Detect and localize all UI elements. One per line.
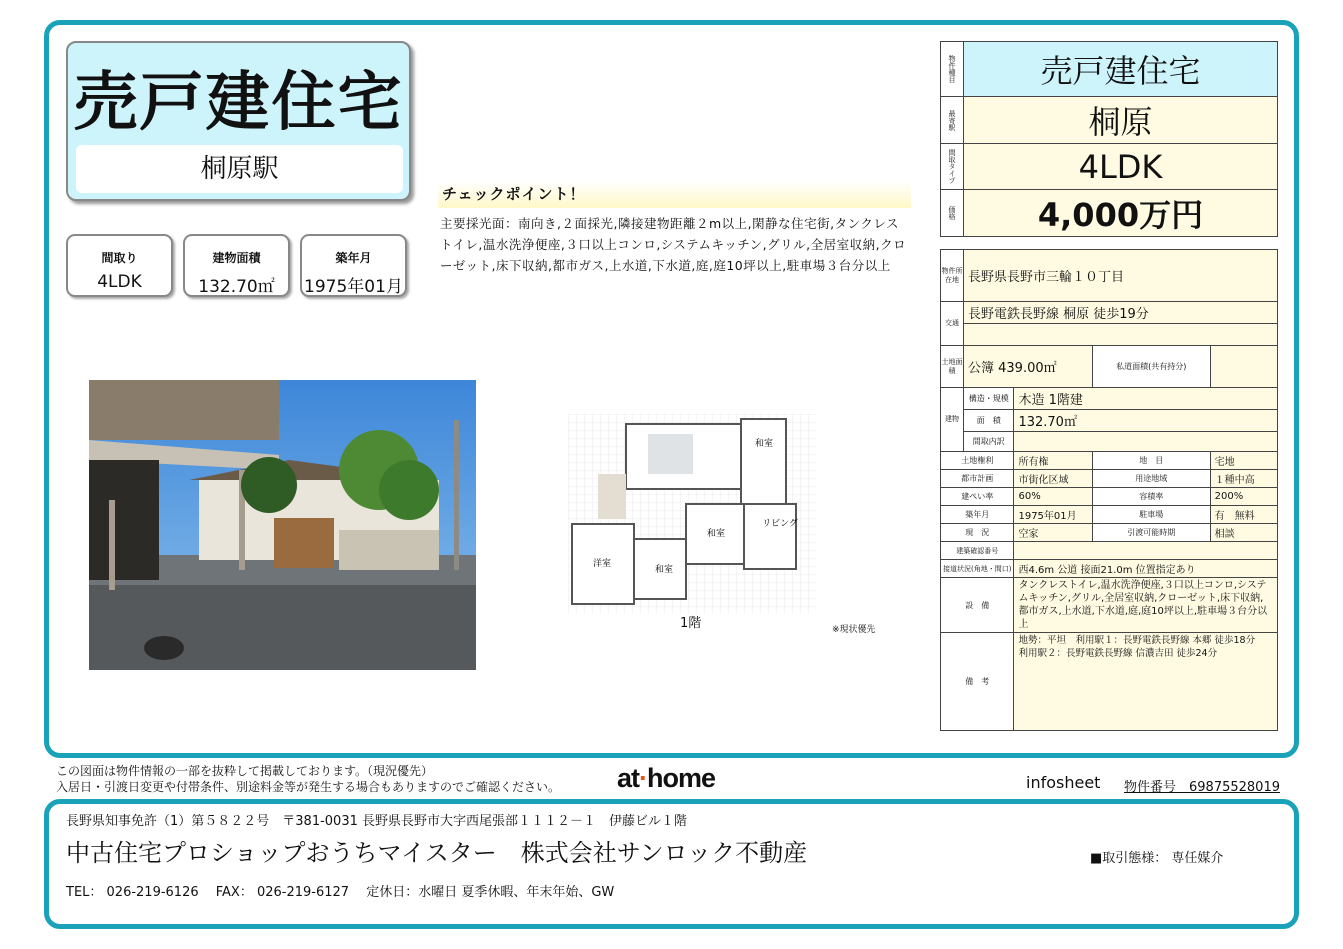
detail-rights: 所有権 — [1014, 452, 1093, 470]
logo-part: home — [647, 763, 716, 793]
disclaimer — [56, 763, 560, 795]
stat-label: 築年月 — [335, 251, 372, 265]
floor-note: ※現状優先 — [832, 625, 876, 635]
detail-label: 土地権利 — [941, 452, 1014, 470]
room-label: リビング — [762, 519, 798, 529]
title-box — [66, 41, 411, 201]
detail-label: 容積率 — [1092, 488, 1210, 506]
logo-part: at — [617, 763, 640, 793]
property-number: 物件番号 69875528019 — [1124, 780, 1280, 795]
detail-label: 土地面積 — [941, 346, 964, 388]
detail-label: 面 積 — [964, 410, 1014, 432]
summary-label: 物件種目 — [941, 42, 964, 97]
detail-zoning: １種中高 — [1210, 470, 1277, 488]
floor-caption: 1階 — [680, 616, 702, 631]
checkpoint-text: 主要採光面：南向き,２面採光,隣接建物距離２m以上,閑静な住宅街,タンクレストイレ,温水洗浄便座,３口以上コンロ,システムキッチン,グリル,全居室収納,クローゼット,床下収納,都市ガス,上水道,下水道,庭,庭10坪以上,駐車場３台分以上 — [440, 216, 907, 273]
detail-label: 設 備 — [941, 578, 1014, 633]
details-table — [940, 249, 1278, 731]
footer-deal-type: ■取引態様： 専任媒介 — [1090, 851, 1224, 866]
detail-city-plan: 市街化区域 — [1014, 470, 1093, 488]
stat-value: 4LDK — [97, 272, 142, 292]
logo-dot: · — [639, 763, 648, 793]
detail-built: 1975年01月 — [1014, 506, 1093, 524]
detail-label: 引渡可能時期 — [1092, 524, 1210, 542]
detail-label: 私道面積(共有持分) — [1092, 346, 1210, 388]
property-photo — [89, 380, 476, 670]
stat-layout — [66, 234, 173, 297]
stat-label: 間取り — [101, 251, 138, 265]
detail-label: 物件所在地 — [941, 250, 964, 302]
detail-handover: 相談 — [1210, 524, 1277, 542]
detail-label: 間取内訳 — [964, 432, 1014, 452]
disclaimer-line: この図面は物件情報の一部を抜粋して掲載しております。（現況優先） — [56, 764, 434, 778]
stat-built-date — [300, 234, 407, 297]
detail-label: 駐車場 — [1092, 506, 1210, 524]
detail-area: 132.70㎡ — [1014, 410, 1278, 432]
detail-equipment: タンクレストイレ,温水洗浄便座,３口以上コンロ,システムキッチン,グリル,全居室収納,クローゼット,床下収納,都市ガス,上水道,下水道,庭,庭10坪以上,駐車場３台分以上 — [1014, 578, 1278, 633]
detail-location: 長野県長野市三輪１０丁目 — [964, 250, 1278, 302]
checkpoint-heading: チェックポイント！ — [438, 181, 911, 208]
detail-bcr: 60% — [1014, 488, 1093, 506]
stat-value: 1975年01月 — [304, 277, 403, 297]
page-title: 売戸建住宅 — [73, 66, 404, 140]
detail-label: 構造・規模 — [964, 388, 1014, 410]
detail-label: 築年月 — [941, 506, 1014, 524]
detail-label: 現 況 — [941, 524, 1014, 542]
detail-road: 西4.6m 公道 接面21.0m 位置指定あり — [1014, 560, 1278, 578]
summary-label: 価格 — [941, 190, 964, 237]
detail-structure: 木造 1階建 — [1014, 388, 1278, 410]
detail-status: 空家 — [1014, 524, 1093, 542]
disclaimer-line: 入居日・引渡日変更や付帯条件、別途料金等が発生する場合もありますのでご確認ください。 — [56, 780, 561, 794]
detail-label: 都市計画 — [941, 470, 1014, 488]
floor-plan — [568, 414, 816, 614]
stat-label: 建物面積 — [212, 251, 261, 265]
detail-access: 長野電鉄長野線 桐原 徒歩19分 — [964, 302, 1278, 324]
summary-label: 最寄駅 — [941, 97, 964, 144]
summary-price: 4,000万円 — [964, 190, 1278, 237]
stat-value: 132.70㎡ — [198, 277, 275, 297]
summary-type: 売戸建住宅 — [964, 42, 1278, 97]
room-label: 洋室 — [592, 559, 612, 569]
footer-contact: TEL： 026-219-6126 FAX： 026-219-6127 定休日：水曜日 夏季休暇、年末年始、GW — [66, 885, 615, 900]
detail-chimoku: 宅地 — [1210, 452, 1277, 470]
station-name: 桐原駅 — [76, 145, 403, 193]
detail-label: 接道状況(角地・間口) — [941, 560, 1014, 578]
summary-table — [940, 41, 1278, 237]
detail-label: 建物 — [941, 388, 964, 452]
detail-label: 用途地域 — [1092, 470, 1210, 488]
detail-label: 建築確認番号 — [941, 542, 1014, 560]
room-label: 和室 — [654, 565, 674, 575]
summary-label: 間取タイプ — [941, 144, 964, 190]
room-label: 和室 — [706, 529, 726, 539]
detail-label: 交通 — [941, 302, 964, 346]
infosheet-label: infosheet — [1026, 773, 1101, 792]
detail-label: 地 目 — [1092, 452, 1210, 470]
summary-layout: 4LDK — [964, 144, 1278, 190]
footer-company: 中古住宅プロショップおうちマイスター 株式会社サンロック不動産 — [66, 839, 808, 867]
summary-station: 桐原 — [964, 97, 1278, 144]
athome-logo — [617, 763, 715, 794]
detail-far: 200% — [1210, 488, 1277, 506]
detail-label: 建ぺい率 — [941, 488, 1014, 506]
detail-label: 備 考 — [941, 633, 1014, 731]
detail-land-area: 公簿 439.00㎡ — [964, 346, 1093, 388]
room-label: 和室 — [754, 439, 774, 449]
detail-remarks: 地勢：平坦 利用駅１：長野電鉄長野線 本郷 徒歩18分 利用駅２：長野電鉄長野線 信濃吉田 徒歩24分 — [1014, 633, 1278, 731]
footer-license: 長野県知事免許（1）第５８２２号 〒381-0031 長野県長野市大字西尾張部１１１２－１ 伊藤ビル１階 — [66, 814, 687, 829]
stat-building-area — [183, 234, 290, 297]
detail-parking: 有 無料 — [1210, 506, 1277, 524]
